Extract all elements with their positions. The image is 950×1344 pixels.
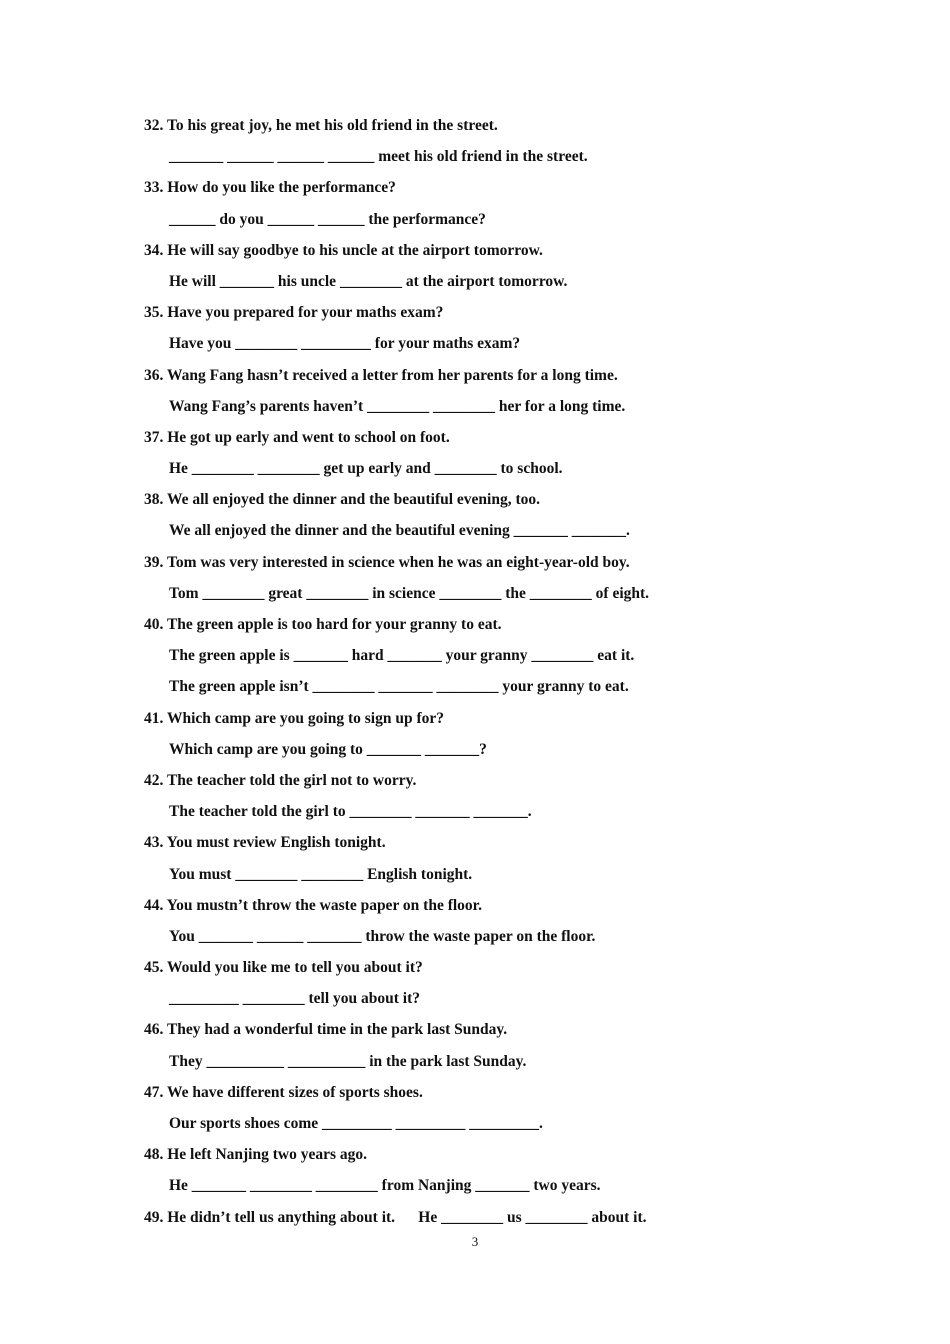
answer-line-32: _______ ______ ______ ______ meet his old friend in the street.: [169, 148, 588, 166]
answer-line-36: Wang Fang’s parents haven’t ________ ________ her for a long time.: [169, 397, 626, 415]
question-35: 35. Have you prepared for your maths exam?: [144, 304, 444, 322]
question-40: 40. The green apple is too hard for your granny to eat.: [144, 616, 502, 633]
answer-line-40-1: The green apple is _______ hard _______ your granny ________ eat it.: [169, 647, 635, 665]
answer-line-39: Tom ________ great ________ in science ________ the ________ of eight.: [169, 584, 650, 602]
exercise-list: [144, 113, 864, 1236]
question-36: 36. Wang Fang hasn’t received a letter from her parents for a long time.: [144, 366, 618, 384]
question-43: 43. You must review English tonight.: [144, 834, 386, 852]
question-49: 49. He didn’t tell us anything about it. He ________ us ________ about it.: [144, 1208, 647, 1226]
question-42: 42. The teacher told the girl not to worry.: [144, 771, 417, 789]
answer-line-35: Have you ________ _________ for your maths exam?: [169, 335, 521, 353]
question-32: 32. To his great joy, he met his old friend in the street.: [144, 117, 498, 134]
answer-line-38: We all enjoyed the dinner and the beautiful evening _______ _______.: [169, 522, 630, 540]
answer-line-46: They __________ __________ in the park last Sunday.: [169, 1052, 527, 1070]
question-45: 45. Would you like me to tell you about it?: [144, 959, 423, 977]
question-46: 46. They had a wonderful time in the park last Sunday.: [144, 1021, 508, 1039]
question-48: 48. He left Nanjing two years ago.: [144, 1146, 367, 1164]
answer-line-45: _________ ________ tell you about it?: [169, 990, 421, 1008]
question-33: 33. How do you like the performance?: [144, 179, 396, 197]
question-37: 37. He got up early and went to school on foot.: [144, 428, 450, 446]
question-41: 41. Which camp are you going to sign up for?: [144, 709, 444, 727]
answer-line-42: The teacher told the girl to ________ _______ _______.: [169, 803, 532, 821]
answer-line-33: ______ do you ______ ______ the performance?: [169, 210, 486, 228]
question-34: 34. He will say goodbye to his uncle at the airport tomorrow.: [144, 241, 543, 259]
answer-line-34: He will _______ his uncle ________ at the airport tomorrow.: [169, 272, 568, 290]
question-38: 38. We all enjoyed the dinner and the beautiful evening, too.: [144, 491, 540, 509]
question-44: 44. You mustn’t throw the waste paper on the floor.: [144, 896, 482, 914]
answer-line-47: Our sports shoes come _________ _________ _________.: [169, 1115, 543, 1132]
answer-line-41: Which camp are you going to _______ _______?: [169, 740, 487, 758]
answer-line-43: You must ________ ________ English tonight.: [169, 865, 473, 883]
question-47: 47. We have different sizes of sports shoes.: [144, 1083, 423, 1101]
page-number: 3: [471, 1234, 479, 1249]
answer-line-37: He ________ ________ get up early and ________ to school.: [169, 460, 563, 478]
answer-line-44: You _______ ______ _______ throw the waste paper on the floor.: [169, 927, 596, 945]
question-39: 39. Tom was very interested in science when he was an eight-year-old boy.: [144, 553, 630, 571]
answer-line-48: He _______ ________ ________ from Nanjing _______ two years.: [169, 1177, 601, 1195]
answer-line-40-2: The green apple isn’t ________ _______ ________ your granny to eat.: [169, 678, 629, 696]
